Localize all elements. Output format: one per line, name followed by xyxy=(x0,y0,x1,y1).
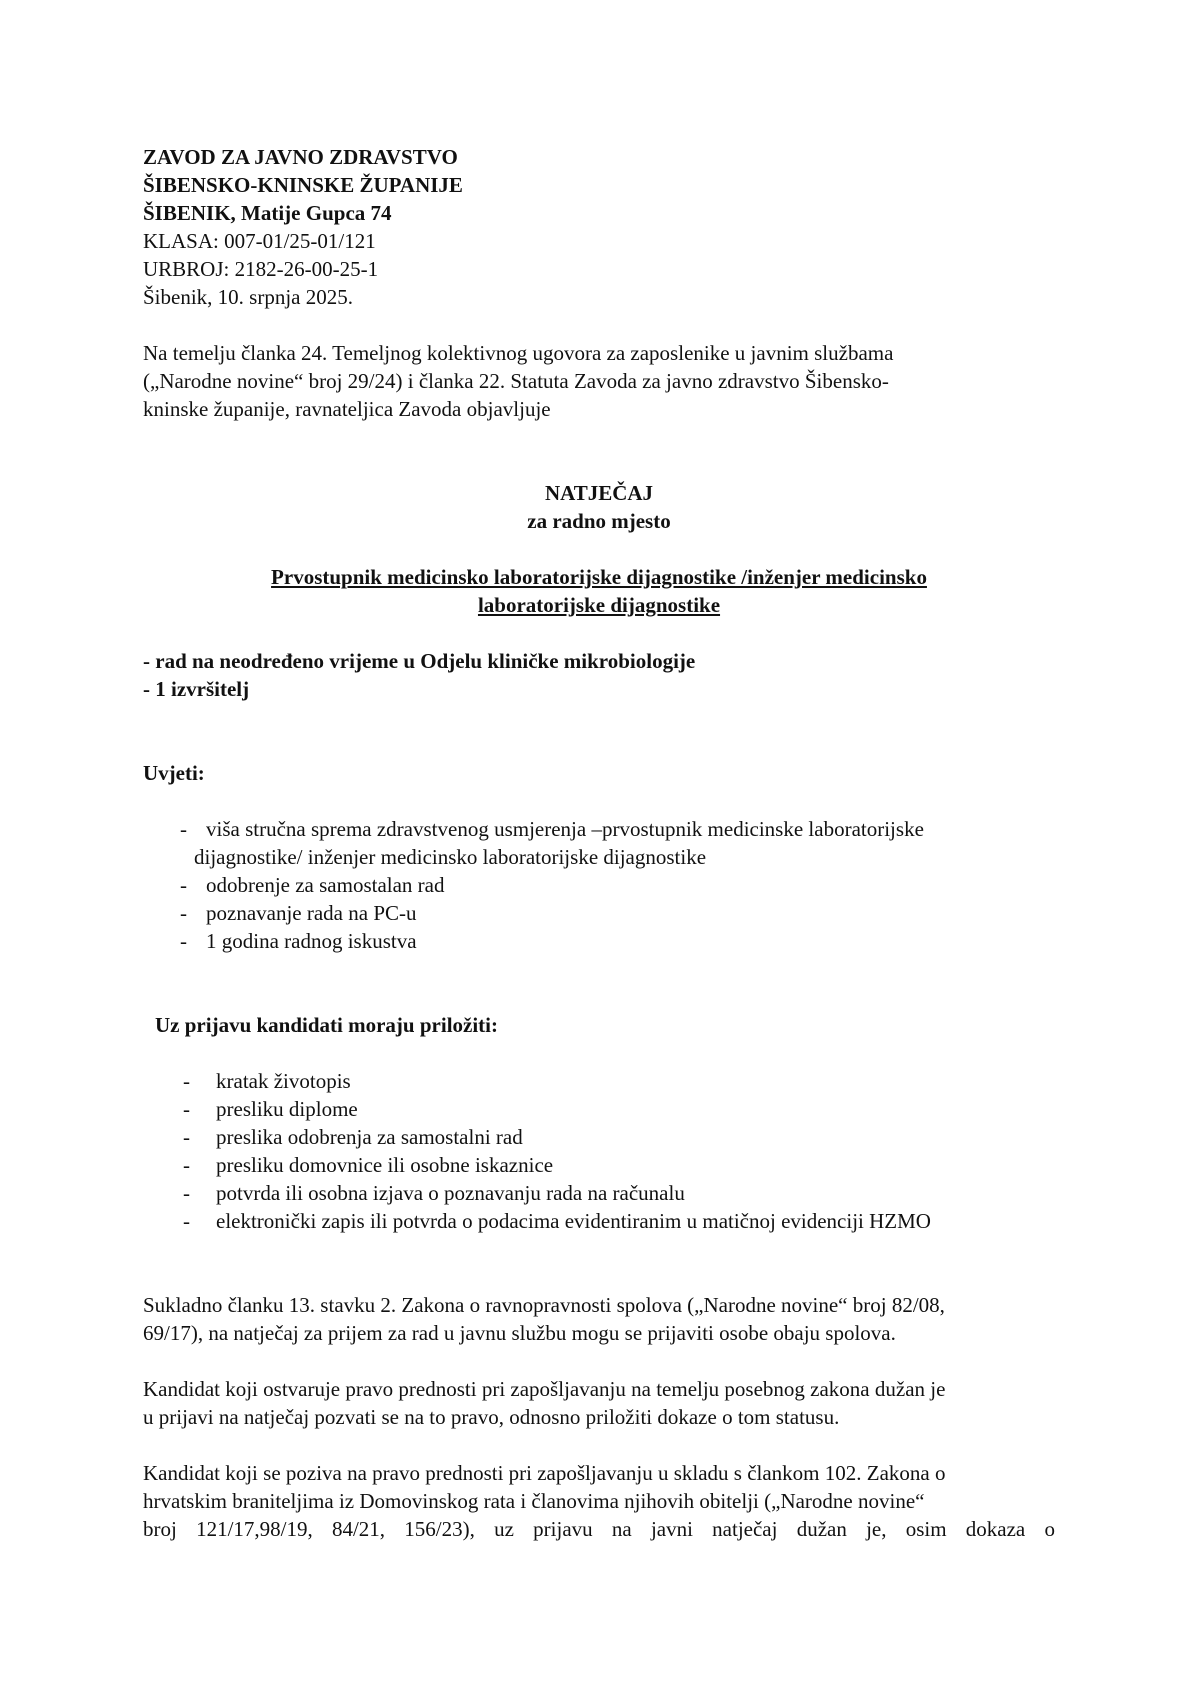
dash-bullet: - xyxy=(180,901,187,925)
paragraph-line: Kandidat koji se poziva na pravo prednosti pri zapošljavanju u skladu s člankom 102. Zakona o xyxy=(143,1461,946,1485)
urbroj-number: URBROJ: 2182-26-00-25-1 xyxy=(143,257,379,281)
documents-list xyxy=(143,1067,1055,1235)
paragraph-line: 69/17), na natječaj za prijem za rad u javnu službu mogu se prijaviti osobe obaju spolova. xyxy=(143,1321,896,1345)
dash-bullet: - xyxy=(183,1153,190,1177)
paragraph-line: u prijavi na natječaj pozvati se na to pravo, odnosno priložiti dokaze o tom statusu. xyxy=(143,1405,840,1429)
list-item: - 1 godina radnog iskustva xyxy=(180,929,417,953)
title-sub: za radno mjesto xyxy=(527,509,671,533)
intro-line: Na temelju članka 24. Temeljnog kolektivnog ugovora za zaposlenike u javnim službama xyxy=(143,341,894,365)
dash-bullet: - xyxy=(183,1125,190,1149)
position-line: laboratorijske dijagnostike xyxy=(477,593,721,617)
list-item: - odobrenje za samostalan rad xyxy=(180,873,445,897)
list-item: - presliku diplome xyxy=(183,1097,358,1121)
priority-right-paragraph xyxy=(143,1375,1055,1431)
dash-bullet: - xyxy=(180,817,187,841)
document-page xyxy=(143,143,1055,1543)
paragraph-line: hrvatskim braniteljima iz Domovinskog rata i članovima njihovih obitelji („Narodne novine“ xyxy=(143,1489,925,1513)
dash-bullet: - xyxy=(183,1069,190,1093)
list-item: - preslika odobrenja za samostalni rad xyxy=(183,1125,523,1149)
position-name xyxy=(143,563,1055,619)
org-address: ŠIBENIK, Matije Gupca 74 xyxy=(143,201,392,225)
position-details xyxy=(143,647,1055,703)
org-name-line1: ZAVOD ZA JAVNO ZDRAVSTVO xyxy=(143,145,458,169)
intro-line: („Narodne novine“ broj 29/24) i članka 22. Statuta Zavoda za javno zdravstvo Šibensko- xyxy=(143,369,889,393)
list-item: - kratak životopis xyxy=(183,1069,351,1093)
dash-bullet: - xyxy=(180,873,187,897)
klasa-number: KLASA: 007-01/25-01/121 xyxy=(143,229,376,253)
competition-title xyxy=(143,479,1055,535)
gender-equality-paragraph xyxy=(143,1291,1055,1347)
position-line: Prvostupnik medicinsko laboratorijske dijagnostike /inženjer medicinsko xyxy=(271,565,927,589)
list-item: - viša stručna sprema zdravstvenog usmjerenja –prvostupnik medicinske laboratorijske dijagnostike/ inženjer medicinsko laboratorijske dijagnostike xyxy=(180,817,924,869)
conditions-list xyxy=(143,815,1055,955)
intro-paragraph xyxy=(143,339,1055,423)
list-item: - presliku domovnice ili osobne iskaznice xyxy=(183,1153,554,1177)
intro-line: kninske županije, ravnateljica Zavoda objavljuje xyxy=(143,397,551,421)
list-item: - potvrda ili osobna izjava o poznavanju rada na računalu xyxy=(183,1181,685,1205)
documents-heading: Uz prijavu kandidati moraju priložiti: xyxy=(155,1013,499,1037)
dash-bullet: - xyxy=(180,929,187,953)
position-detail: - 1 izvršitelj xyxy=(143,677,250,701)
title-main: NATJEČAJ xyxy=(544,481,654,505)
list-item: - elektronički zapis ili potvrda o podacima evidentiranim u matičnoj evidenciji HZMO xyxy=(183,1209,931,1233)
conditions-heading: Uvjeti: xyxy=(143,761,205,785)
dash-bullet: - xyxy=(183,1097,190,1121)
dash-bullet: - xyxy=(183,1209,190,1233)
paragraph-line: Kandidat koji ostvaruje pravo prednosti pri zapošljavanju na temelju posebnog zakona dužan je xyxy=(143,1377,946,1401)
position-detail: - rad na neodređeno vrijeme u Odjelu kliničke mikrobiologije xyxy=(143,649,696,673)
dash-bullet: - xyxy=(183,1181,190,1205)
list-item: - poznavanje rada na PC-u xyxy=(180,901,417,925)
paragraph-line: Sukladno članku 13. stavku 2. Zakona o ravnopravnosti spolova („Narodne novine“ broj 82/08, xyxy=(143,1293,945,1317)
paragraph-line: broj 121/17,98/19, 84/21, 156/23), uz prijavu na javni natječaj dužan je, osim dokaza o xyxy=(143,1517,1055,1541)
document-header xyxy=(143,143,1055,311)
org-name-line2: ŠIBENSKO-KNINSKE ŽUPANIJE xyxy=(143,173,463,197)
document-date: Šibenik, 10. srpnja 2025. xyxy=(143,285,353,309)
veterans-paragraph xyxy=(143,1459,1055,1543)
